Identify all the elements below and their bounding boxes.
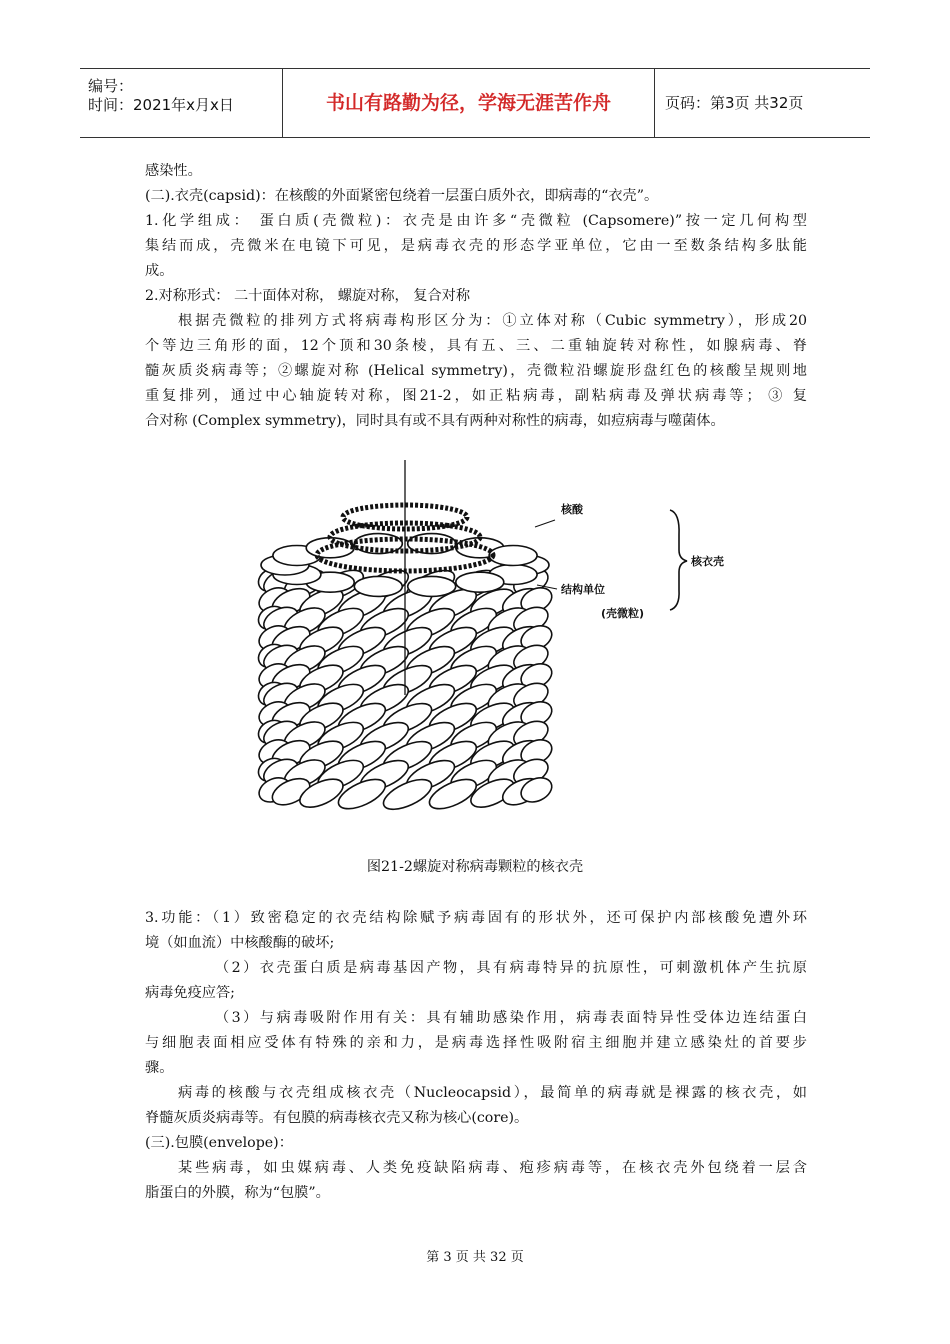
body-line: 感染性。 (145, 163, 202, 179)
body-line: 3.功能：（1）致密稳定的衣壳结构除赋予病毒固有的形状外，还可保护内部核酸免遭外环 (145, 910, 807, 926)
page-footer: 第 3 页 共 32 页 (426, 1250, 524, 1265)
header-meta-cell (80, 69, 283, 137)
body-line: 脊髓灰质炎病毒等。有包膜的病毒核衣壳又称为核心(core)。 (145, 1110, 529, 1126)
body-line: 重复排列，通过中心轴旋转对称，图21-2，如正粘病毒，副粘病毒及弹状病毒等； ③ 复 (145, 388, 807, 404)
label-nucleocapsid: 核衣壳 (691, 555, 724, 568)
label-nucleic-acid: 核酸 (561, 503, 583, 516)
body-line: (二).衣壳(capsid)：在核酸的外面紧密包绕着一层蛋白质外衣，即病毒的“衣壳”。 (145, 188, 659, 204)
body-line: 病毒免疫应答; (145, 985, 235, 1001)
body-line: 集结而成，壳微米在电镜下可见，是病毒衣壳的形态学亚单位，它由一至数条结构多肽能 (145, 238, 807, 254)
capsomere-subunit (408, 576, 456, 596)
body-line: 与细胞表面相应受体有特殊的亲和力，是病毒选择性吸附宿主细胞并建立感染灶的首要步 (145, 1035, 807, 1051)
header-time-label: 时间：2021年x月x日 (88, 96, 234, 114)
body-line: 根据壳微粒的排列方式将病毒构形区分为：①立体对称（Cubic symmetry），形成20 (178, 313, 807, 329)
body-line: （2）衣壳蛋白质是病毒基因产物，具有病毒特异的抗原性，可刺激机体产生抗原 (215, 960, 807, 976)
body-line: 脂蛋白的外膜，称为“包膜”。 (145, 1185, 330, 1201)
body-line: 个等边三角形的面，12个顶和30条棱，具有五、三、二重轴旋转对称性，如腺病毒、脊 (145, 338, 807, 354)
body-line: 髓灰质炎病毒等；②螺旋对称 (Helical symmetry)，壳微粒沿螺旋形盘红色的核酸呈规则地 (145, 363, 807, 379)
header-motto: 书山有路勤为径，学海无涯苦作舟 (283, 69, 655, 137)
capsomere-subunit (354, 576, 402, 596)
header-number-label: 编号： (88, 77, 134, 95)
capsomere-subunit (456, 572, 504, 592)
figure-caption: 图21-2螺旋对称病毒颗粒的核衣壳 (366, 859, 584, 875)
header-page-info: 页码：第3页 共32页 (665, 94, 804, 112)
body-line: 境（如血流）中核酸酶的破坏; (145, 935, 335, 951)
body-line: 1.化学组成： 蛋白质(壳微粒)：衣壳是由许多“壳微粒 (Capsomere)”按一定几何构型 (145, 213, 807, 229)
capsomere-subunit (489, 546, 537, 566)
body-line: 病毒的核酸与衣壳组成核衣壳（Nucleocapsid），最简单的病毒就是裸露的核衣壳，如 (178, 1085, 807, 1101)
page-header (80, 68, 870, 138)
helical-nucleocapsid-figure (255, 455, 745, 845)
label-structural-unit: 结构单位 (561, 583, 605, 596)
nucleocapsid-bracket (670, 510, 687, 610)
body-line: （3）与病毒吸附作用有关：具有辅助感染作用，病毒表面特异性受体边连结蛋白 (215, 1010, 807, 1026)
body-line: 2.对称形式： 二十面体对称， 螺旋对称， 复合对称 (145, 288, 471, 304)
leader-line-nucleic-acid (535, 520, 555, 527)
body-line: 某些病毒，如虫媒病毒、人类免疫缺陷病毒、疱疹病毒等，在核衣壳外包绕着一层含 (178, 1160, 807, 1176)
body-line: (三).包膜(envelope)： (145, 1135, 293, 1151)
body-line: 合对称 (Complex symmetry)，同时具有或不具有两种对称性的病毒，如痘病毒与噬菌体。 (145, 413, 725, 429)
body-line: 成。 (145, 263, 174, 279)
label-capsomere: (壳微粒) (601, 607, 645, 620)
body-line: 骤。 (145, 1060, 174, 1076)
